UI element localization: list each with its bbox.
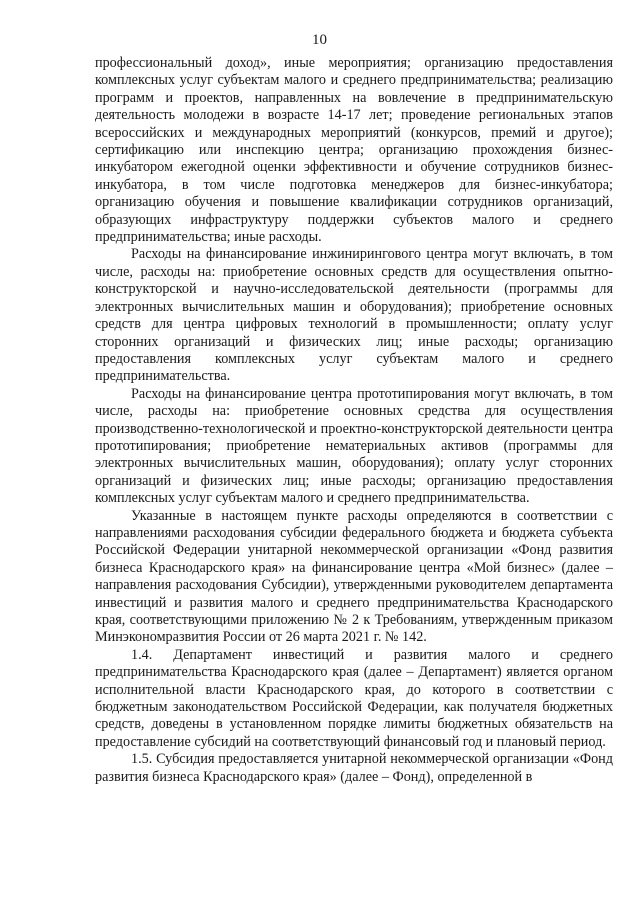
paragraph-expense-directions: Указанные в настоящем пункте расходы определяются в соответствии с направлениями расходования субсидии федерального бюджета и бюджета субъекта Российской Федерации унитарной некоммерческой организации «Фонд развития бизнеса Краснодарского края» на финансирование центра «Мой бизнес» (далее – направления расходования Субсидии), утвержденными руководителем департамента инвестиций и развития малого и среднего предпринимательства Краснодарского края, соответствующими приложению № 2 к Требованиям, утвержденным приказом Минэкономразвития России от 26 марта 2021 г. № 142. [95,507,613,646]
paragraph-continuation: профессиональный доход», иные мероприятия; организацию предоставления комплексных услуг субъектам малого и среднего предпринимательства; реализацию программ и проектов, направленных на вовлечение в предпринимательскую деятельность молодежи в возрасте 14-17 лет; проведение региональных этапов всероссийских и международных мероприятий (конкурсов, премий и другое); сертификацию или инспекцию центра; организацию прохождения бизнес-инкубатором ежегодной оценки эффективности и обучение сотрудников бизнес-инкубатора, в том числе подготовка менеджеров для бизнес-инкубатора; организацию обучения и повышение квалификации сотрудников организаций, образующих инфраструктуру поддержки субъектов малого и среднего предпринимательства; иные расходы. [95,55,613,246]
paragraph-1-5: 1.5. Субсидия предоставляется унитарной некоммерческой организации «Фонд развития бизнеса Краснодарского края» (далее – Фонд), определенной в [95,751,613,785]
paragraph-1-4: 1.4. Департамент инвестиций и развития малого и среднего предпринимательства Краснодарского края (далее – Департамент) является органом исполнительной власти Краснодарского края, до которого в соответствии с бюджетным законодательством Российской Федерации, как получателя бюджетных средств, доведены в установленном порядке лимиты бюджетных обязательств на предоставление субсидий на соответствующий финансовый год и плановый период. [95,646,613,750]
paragraph-engineering-center: Расходы на финансирование инжинирингового центра могут включать, в том числе, расходы на: приобретение основных средств для осуществления опытно-конструкторской и научно-исследовательской деятельности (программы для электронных вычислительных машин и оборудования); приобретение основных средств для центра цифровых технологий в промышленности; оплату услуг сторонних организаций и физических лиц; иные расходы; организацию предоставления комплексных услуг субъектам малого и среднего предпринимательства. [95,246,613,385]
paragraph-prototyping-center: Расходы на финансирование центра прототипирования могут включать, в том числе, расходы на: приобретение основных средства для осуществления производственно-технологической и проектно-конструкторской деятельности центра прототипирования; приобретение нематериальных активов (программы для электронных вычислительных машин, оборудования); оплату услуг сторонних организаций и физических лиц; иные расходы; организацию предоставления комплексных услуг субъектам малого и среднего предпринимательства. [95,385,613,507]
page-number: 10 [312,32,327,48]
document-body [95,55,613,786]
